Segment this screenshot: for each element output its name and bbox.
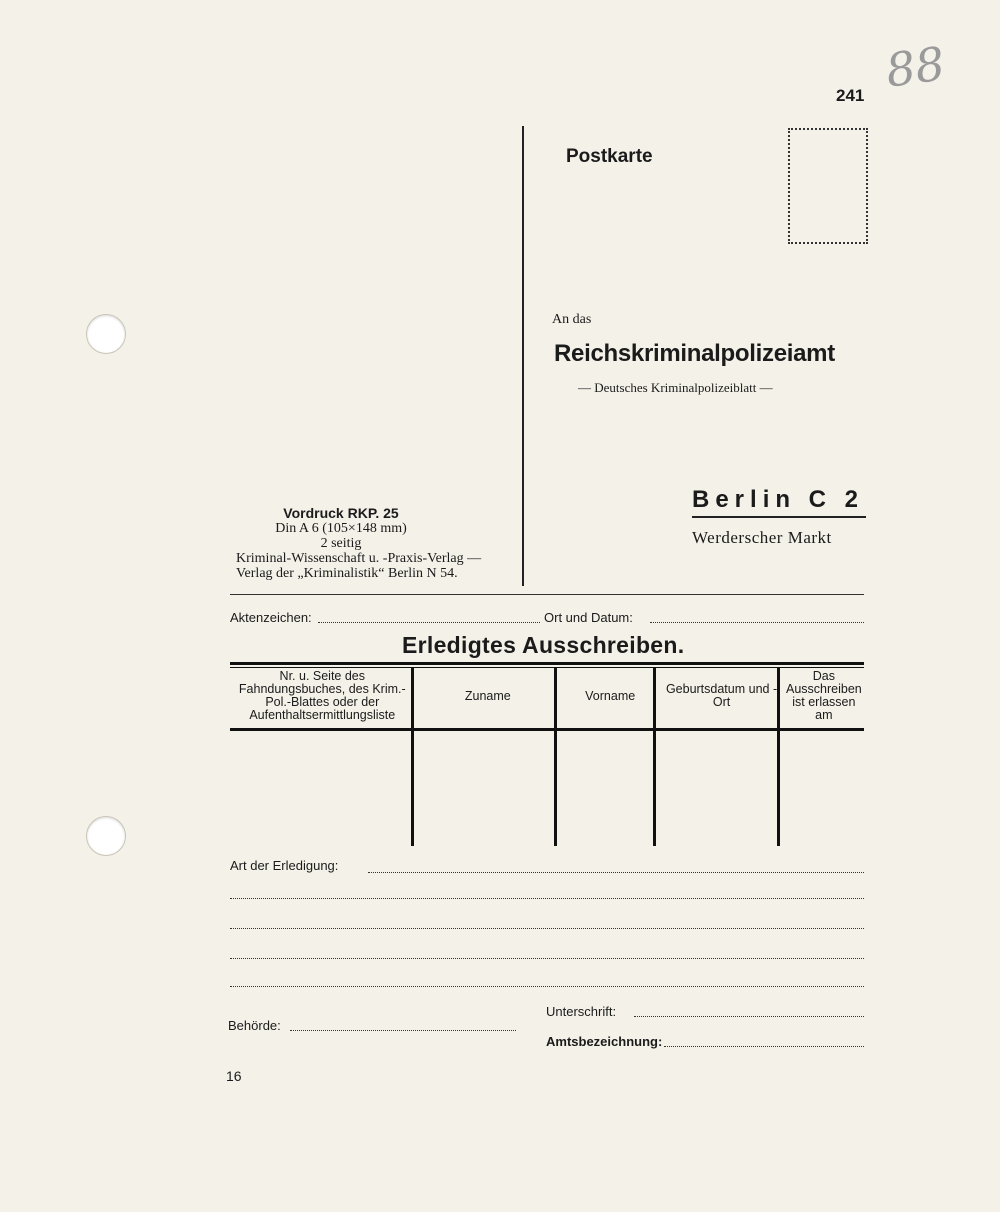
ort-datum-field[interactable] xyxy=(650,622,864,623)
art-field-line-4[interactable] xyxy=(230,958,864,959)
aktenzeichen-label: Aktenzeichen: xyxy=(230,610,312,625)
separator-top xyxy=(230,594,864,595)
col-zuname: Zuname xyxy=(464,688,511,703)
art-label: Art der Erledigung: xyxy=(230,858,339,873)
amtsbezeichnung-label: Amtsbezeichnung: xyxy=(546,1034,663,1049)
col-divider-1 xyxy=(411,668,414,846)
handwritten-number: 88 xyxy=(882,36,949,98)
recipient-city: Berlin C 2 xyxy=(692,486,865,513)
table-header-row xyxy=(230,666,864,726)
behoerde-field[interactable] xyxy=(290,1030,516,1031)
table-header-rule xyxy=(230,728,864,731)
aktenzeichen-field[interactable] xyxy=(318,622,540,623)
col-fahndungsbuch: Nr. u. Seite des Fahndungsbuches, des Krim.-Pol.-Blattes oder der Aufenthaltsermittlungsliste xyxy=(238,669,406,722)
stamp-box xyxy=(788,128,868,244)
recipient-street: Werderscher Markt xyxy=(692,528,832,547)
col-divider-4 xyxy=(777,668,780,846)
binder-hole-bottom xyxy=(86,816,126,856)
table-top-rule xyxy=(230,662,864,665)
form-publisher-line-2: Verlag der „Kriminalistik“ Berlin N 54. xyxy=(236,566,458,581)
recipient-sub: — Deutsches Kriminalpolizeiblatt — xyxy=(578,380,773,395)
unterschrift-label: Unterschrift: xyxy=(546,1004,617,1019)
ort-datum-label: Ort und Datum: xyxy=(544,610,633,625)
col-vorname: Vorname xyxy=(585,688,636,703)
form-sides: 2 seitig xyxy=(320,536,362,551)
binder-hole-top xyxy=(86,314,126,354)
behoerde-label: Behörde: xyxy=(228,1018,281,1033)
form-heading: Erledigtes Ausschreiben. xyxy=(402,632,685,658)
city-underline xyxy=(692,516,866,518)
form-code: Vordruck RKP. 25 xyxy=(283,505,399,521)
recipient-name: Reichskriminalpolizeiamt xyxy=(554,340,835,367)
col-divider-2 xyxy=(554,668,557,846)
art-field-line-2[interactable] xyxy=(230,898,864,899)
form-info-block xyxy=(236,506,481,581)
art-field-line-5[interactable] xyxy=(230,986,864,987)
amtsbezeichnung-field[interactable] xyxy=(664,1046,864,1047)
art-field-line-3[interactable] xyxy=(230,928,864,929)
col-ausschreiben: Das Ausschreiben ist erlassen am xyxy=(785,669,862,722)
form-size: Din A 6 (105×148 mm) xyxy=(275,521,407,536)
col-divider-3 xyxy=(653,668,656,846)
art-field-line-1[interactable] xyxy=(368,872,864,873)
records-table xyxy=(230,666,864,726)
col-geburtsdatum: Geburtsdatum und -Ort xyxy=(665,682,778,709)
page-number: 241 xyxy=(836,86,865,105)
unterschrift-field[interactable] xyxy=(634,1016,864,1017)
postcard-divider xyxy=(522,126,524,586)
recipient-intro: An das xyxy=(552,312,592,327)
footer-number: 16 xyxy=(226,1068,242,1084)
form-publisher-line-1: Kriminal-Wissenschaft u. -Praxis-Verlag — xyxy=(236,551,482,566)
postcard-title: Postkarte xyxy=(566,146,653,167)
